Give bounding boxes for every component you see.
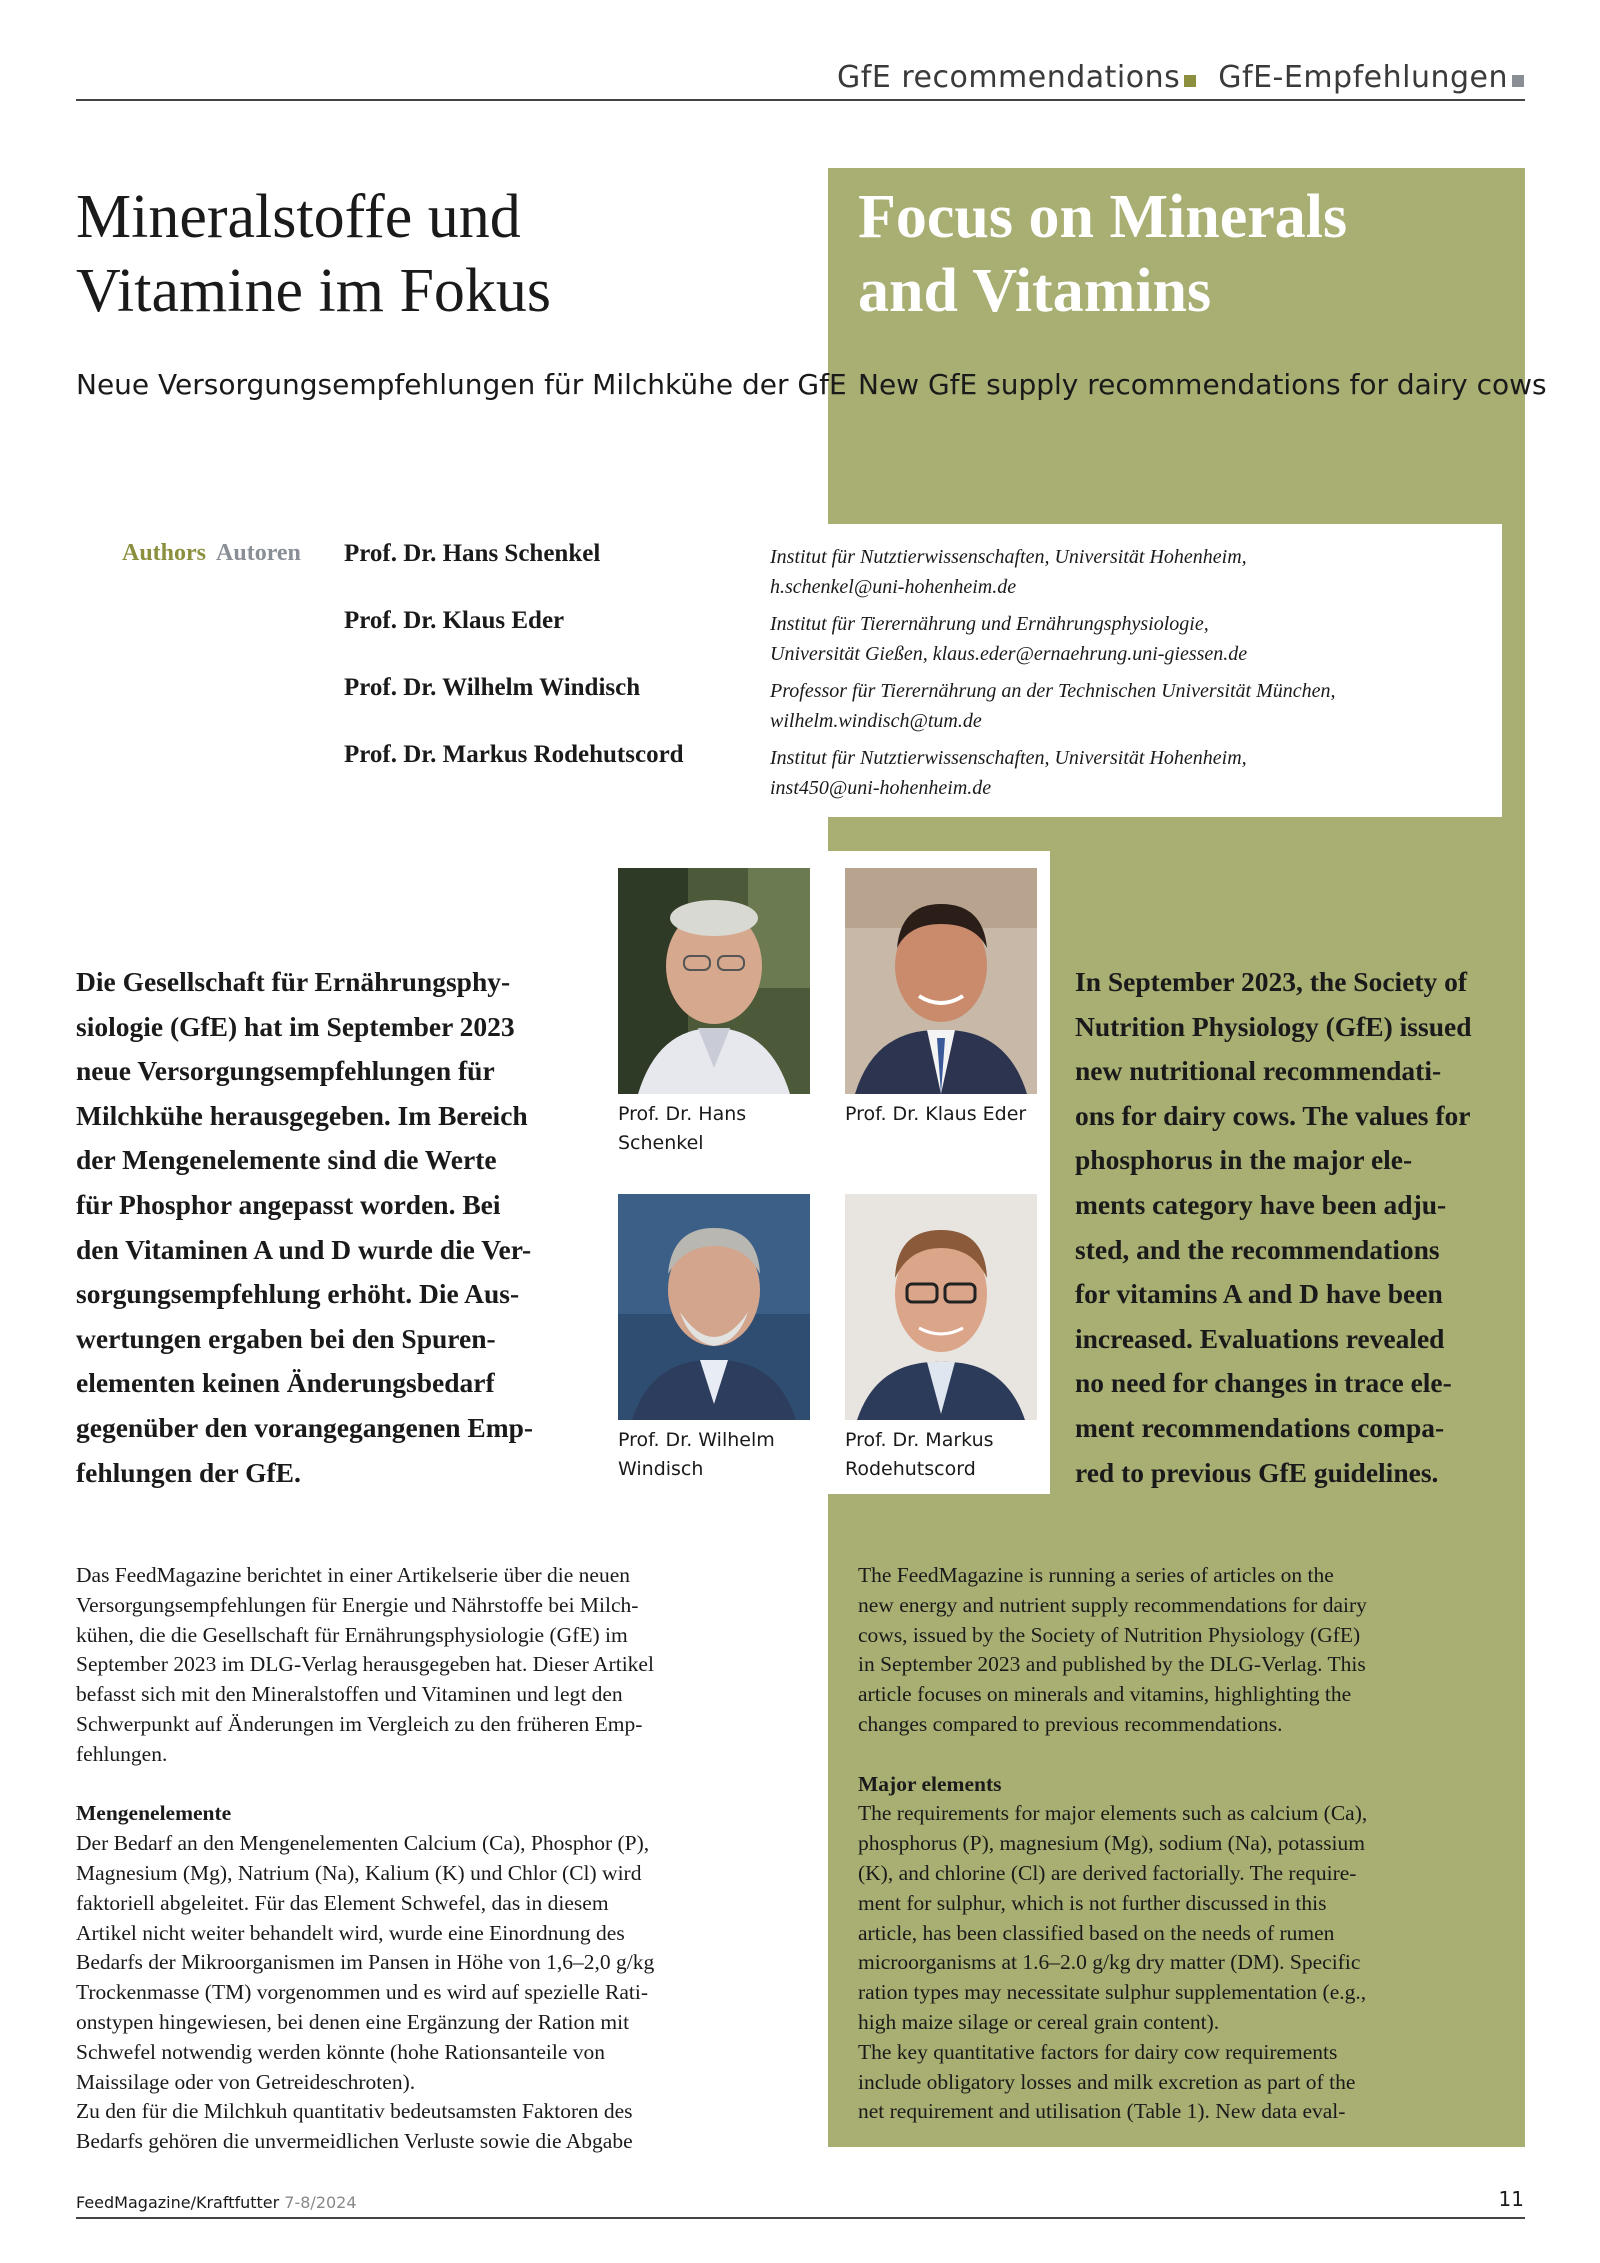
body-line: Das FeedMagazine berichtet in einer Artikelserie über die neuen — [76, 1563, 630, 1587]
author-institution-line: Institut für Nutztierwissenschaften, Universität Hohenheim, — [770, 747, 1247, 769]
english-authors-strip — [1502, 524, 1525, 817]
body-line: September 2023 im DLG-Verlag herausgegeben hat. Dieser Artikel — [76, 1652, 654, 1677]
title-german-line-2: Vitamine im Fokus — [76, 257, 552, 325]
footer-magazine: FeedMagazine/Kraftfutter — [76, 2193, 280, 2212]
body-line: ration types may necessitate sulphur supplementation (e.g., — [858, 1980, 1367, 2005]
gray-square-icon — [1512, 75, 1524, 87]
lead-line: no need for changes in trace ele- — [1075, 1367, 1452, 1399]
author-name: Prof. Dr. Hans Schenkel — [344, 540, 601, 567]
author-institution — [770, 743, 1490, 803]
author-name: Prof. Dr. Markus Rodehutscord — [344, 741, 684, 768]
body-line: The key quantitative factors for dairy cow requirements — [858, 2039, 1338, 2064]
body-line: Schwerpunkt auf Änderungen im Vergleich zu den früheren Emp- — [76, 1711, 643, 1736]
lead-line: Die Gesellschaft für Ernährungsphy- — [76, 966, 511, 997]
photo-caption — [618, 1100, 818, 1158]
lead-line: für Phosphor angepasst worden. Bei — [76, 1188, 501, 1220]
lead-line: Nutrition Physiology (GfE) issued — [1075, 1010, 1472, 1042]
photo-caption — [618, 1426, 818, 1484]
body-line: fehlungen. — [76, 1741, 168, 1766]
authors-label — [122, 540, 301, 567]
lead-line: increased. Evaluations revealed — [1075, 1322, 1445, 1354]
lead-line: den Vitaminen A und D wurde die Ver- — [76, 1233, 532, 1265]
author-email[interactable]: inst450@uni-hohenheim.de — [770, 777, 992, 799]
body-line: (K), and chlorine (Cl) are derived factorially. The require- — [858, 1860, 1357, 1885]
authors-label-de: Autoren — [216, 540, 301, 566]
body-line: The requirements for major elements such as calcium (Ca), — [858, 1801, 1368, 1826]
body-line: Magnesium (Mg), Natrium (Na), Kalium (K) und Chlor (Cl) wird — [76, 1860, 642, 1885]
olive-square-icon — [1184, 75, 1196, 87]
author-email[interactable]: Universität Gießen, klaus.eder@ernaehrung.uni-giessen.de — [770, 643, 1248, 665]
lead-line: sted, and the recommendations — [1075, 1233, 1440, 1265]
photo-caption-line: Prof. Dr. Klaus Eder — [845, 1103, 1027, 1125]
author-institution — [770, 609, 1490, 669]
lead-line: sorgungsempfehlung erhöht. Die Aus- — [76, 1278, 520, 1310]
author-name: Prof. Dr. Klaus Eder — [344, 607, 565, 634]
body-line: cows, issued by the Society of Nutrition Physiology (GfE) — [858, 1622, 1361, 1647]
photo-caption-line: Prof. Dr. Wilhelm — [618, 1429, 775, 1451]
title-english — [858, 180, 1498, 328]
lead-line: ons for dairy cows. The values for — [1075, 1099, 1471, 1131]
lead-line: ments category have been adju- — [1075, 1188, 1447, 1220]
author-institution-line: Institut für Tierernährung und Ernährungsphysiologie, — [770, 613, 1209, 635]
subtitle-english: New GfE supply recommendations for dairy cows — [858, 368, 1547, 401]
lead-line: der Mengenelemente sind die Werte — [76, 1144, 497, 1176]
title-german-line-1: Mineralstoffe und — [76, 183, 521, 251]
lead-paragraph-german — [76, 960, 616, 1495]
author-email[interactable]: wilhelm.windisch@tum.de — [770, 710, 982, 732]
lead-line: fehlungen der GfE. — [76, 1456, 301, 1488]
body-line: Schwefel notwendig werden könnte (hohe Rationsanteile von — [76, 2039, 605, 2064]
body-line: include obligatory losses and milk excretion as part of the — [858, 2069, 1356, 2094]
body-line: faktoriell abgeleitet. Für das Element Schwefel, das in diesem — [76, 1890, 609, 1915]
body-line: The FeedMagazine is running a series of articles on the — [858, 1563, 1334, 1587]
page-number: 11 — [1498, 2187, 1524, 2211]
footer-publication — [76, 2193, 357, 2212]
header-rule — [76, 99, 1525, 101]
title-german — [76, 180, 776, 328]
body-line: changes compared to previous recommendations. — [858, 1711, 1283, 1736]
section-label-en: GfE recommendations — [837, 60, 1181, 95]
author-institution-line: Professor für Tierernährung an der Technischen Universität München, — [770, 680, 1336, 702]
body-line: Trockenmasse (TM) vorgenommen und es wird auf spezielle Rati- — [76, 1980, 649, 2005]
footer-issue: 7-8/2024 — [284, 2193, 357, 2212]
author-photo-eder — [845, 868, 1037, 1094]
lead-line: gegenüber den vorangegangenen Emp- — [76, 1411, 534, 1443]
lead-line: neue Versorgungsempfehlungen für — [76, 1055, 495, 1087]
body-line: Artikel nicht weiter behandelt wird, wurde eine Einordnung des — [76, 1920, 625, 1945]
section-heading-german: Mengenelemente — [76, 1801, 232, 1826]
body-line: article focuses on minerals and vitamins, highlighting the — [858, 1682, 1352, 1707]
author-name: Prof. Dr. Wilhelm Windisch — [344, 674, 641, 701]
title-english-line-1: Focus on Minerals — [858, 183, 1348, 251]
body-line: Bedarfs der Mikroorganismen im Pansen in Höhe von 1,6–2,0 g/kg — [76, 1950, 655, 1975]
lead-line: for vitamins A and D have been — [1075, 1278, 1443, 1310]
author-photo-rodehutscord — [845, 1194, 1037, 1420]
body-line: new energy and nutrient supply recommendations for dairy — [858, 1592, 1367, 1617]
photo-caption-line: Schenkel — [618, 1132, 704, 1154]
body-line: Der Bedarf an den Mengenelementen Calcium (Ca), Phosphor (P), — [76, 1831, 650, 1856]
section-heading-english: Major elements — [858, 1771, 1002, 1796]
body-text-english — [858, 1561, 1518, 2127]
lead-line: Milchkühe herausgegeben. Im Bereich — [76, 1099, 528, 1131]
title-english-line-2: and Vitamins — [858, 257, 1212, 325]
body-line: high maize silage or cereal grain content). — [858, 2009, 1220, 2034]
lead-line: wertungen ergaben bei den Spuren- — [76, 1322, 496, 1354]
subtitle-german: Neue Versorgungsempfehlungen für Milchkühe der GfE — [76, 368, 847, 401]
author-institution-line: Institut für Nutztierwissenschaften, Universität Hohenheim, — [770, 546, 1247, 568]
body-line: in September 2023 and published by the DLG-Verlag. This — [858, 1652, 1366, 1677]
lead-line: elementen keinen Änderungsbedarf — [76, 1367, 495, 1399]
body-line: befasst sich mit den Mineralstoffen und Vitaminen und legt den — [76, 1682, 623, 1707]
lead-line: In September 2023, the Society of — [1075, 966, 1468, 997]
author-email[interactable]: h.schenkel@uni-hohenheim.de — [770, 576, 1017, 598]
body-line: ment for sulphur, which is not further discussed in this — [858, 1890, 1327, 1915]
photo-caption — [845, 1426, 1045, 1484]
lead-line: phosphorus in the major ele- — [1075, 1144, 1413, 1176]
author-entry — [344, 741, 1494, 807]
body-line: phosphorus (P), magnesium (Mg), sodium (Na), potassium — [858, 1831, 1366, 1856]
photo-caption-line: Rodehutscord — [845, 1458, 976, 1480]
lead-line: ment recommendations compa- — [1075, 1411, 1445, 1443]
author-institution — [770, 542, 1490, 602]
body-line: onstypen hingewiesen, bei denen eine Ergänzung der Ration mit — [76, 2009, 630, 2034]
body-line: net requirement and utilisation (Table 1). New data eval- — [858, 2099, 1346, 2124]
body-line: kühen, die die Gesellschaft für Ernährungsphysiologie (GfE) im — [76, 1622, 628, 1647]
authors-label-en: Authors — [122, 540, 207, 566]
section-header — [837, 60, 1524, 95]
section-label-de: GfE-Empfehlungen — [1218, 60, 1508, 95]
paragraph-gap — [858, 1740, 1518, 1770]
body-text-german — [76, 1561, 796, 2157]
lead-line: new nutritional recommendati- — [1075, 1055, 1442, 1087]
photo-caption-line: Prof. Dr. Markus — [845, 1429, 994, 1451]
author-entry — [344, 540, 1494, 606]
body-line: article, has been classified based on the needs of rumen — [858, 1920, 1335, 1945]
author-entry — [344, 674, 1494, 740]
body-line: microorganisms at 1.6–2.0 g/kg dry matter (DM). Specific — [858, 1950, 1361, 1975]
body-line: Versorgungsempfehlungen für Energie und Nährstoffe bei Milch- — [76, 1592, 639, 1617]
author-entry — [344, 607, 1494, 673]
lead-line: red to previous GfE guidelines. — [1075, 1456, 1439, 1488]
author-photo-windisch — [618, 1194, 810, 1420]
photo-caption-line: Prof. Dr. Hans — [618, 1103, 747, 1125]
body-line: Zu den für die Milchkuh quantitativ bedeutsamsten Faktoren des — [76, 2099, 633, 2124]
lead-line: siologie (GfE) hat im September 2023 — [76, 1010, 515, 1042]
lead-paragraph-english — [1075, 960, 1520, 1495]
author-institution — [770, 676, 1490, 736]
body-line: Bedarfs gehören die unvermeidlichen Verluste sowie die Abgabe — [76, 2129, 633, 2154]
photo-caption — [845, 1100, 1055, 1129]
footer-rule — [76, 2217, 1525, 2219]
photo-caption-line: Windisch — [618, 1458, 704, 1480]
body-line: Maissilage oder von Getreideschroten). — [76, 2069, 416, 2094]
paragraph-gap — [76, 1770, 796, 1800]
author-photo-schenkel — [618, 868, 810, 1094]
